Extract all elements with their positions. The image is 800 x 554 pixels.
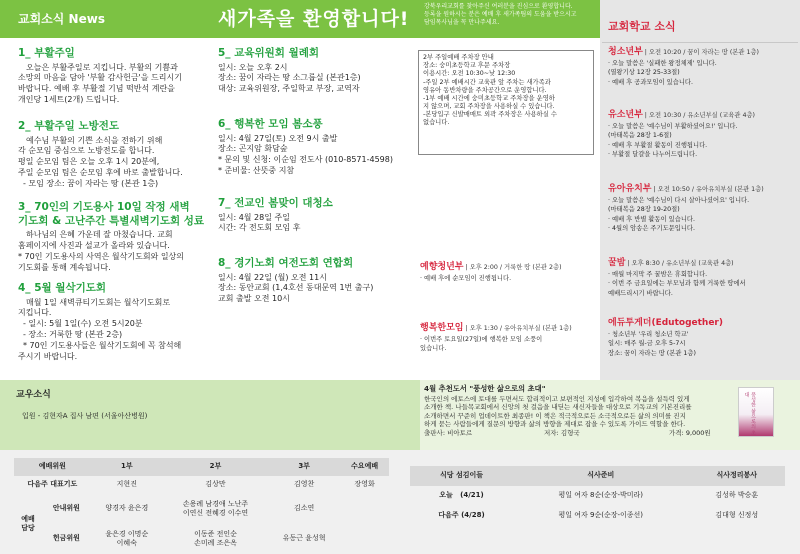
section-title: 유아유치부 bbox=[608, 184, 652, 194]
group-line: 있습니다. bbox=[420, 345, 447, 353]
news-item-1 bbox=[18, 47, 210, 106]
parking-notice bbox=[418, 50, 594, 155]
table-cell: 김대형 신정성 bbox=[715, 511, 759, 520]
news-line: 시간: 각 전도회 모임 후 bbox=[218, 223, 301, 233]
welcome-intro bbox=[424, 3, 594, 27]
book-meta bbox=[424, 429, 729, 437]
book-description bbox=[424, 395, 729, 437]
column-header: 수요예배 bbox=[351, 462, 379, 471]
table-cell: 예배 담당 bbox=[21, 514, 35, 532]
book-line: 소개하면서 꾸준히 업데이트한 최종판! 이 책은 적극적으로든 소극적으로든 삶의 의미를 진지 bbox=[424, 411, 686, 420]
table-cell bbox=[340, 524, 389, 554]
table-cell: 다음주 (4/28) bbox=[438, 511, 485, 520]
news-line: 예수님 부활의 기쁜 소식을 전하기 위해 bbox=[26, 135, 163, 145]
section-line: 장소: 꿈이 자라는 땅 (본관 1층) bbox=[608, 349, 696, 357]
column-header: 식사준비 bbox=[587, 471, 615, 480]
news-line: 일시: 4월 28일 주일 bbox=[218, 212, 290, 222]
news-line: * 70인 기도용사들은 월삭기도회에 꼭 참석해 bbox=[23, 340, 182, 350]
school-section-kkulbam bbox=[608, 258, 796, 298]
section-title: 꿀밤 bbox=[608, 258, 626, 268]
news-line: 각 순모임 중심으로 노방전도를 합니다. bbox=[18, 146, 155, 156]
table-cell: 유동근 윤성혁 bbox=[282, 534, 326, 543]
school-section-kinder bbox=[608, 184, 796, 233]
intro-line: 등록을 원하시는 분은 예배 후 새가족팀의 도움을 받으시고 bbox=[424, 11, 577, 19]
parking-line: -본당입구 신발매매트 외곽 주차장은 사용하실 수 bbox=[423, 111, 557, 119]
section-line: · 청소년부 '우리 청소년 학교' bbox=[608, 330, 689, 338]
news-item-6 bbox=[218, 118, 413, 177]
news-line: - 장소: 거룩한 땅 (본관 2층) bbox=[23, 330, 123, 340]
meal-service-table bbox=[410, 466, 785, 526]
news-line: 홈페이지에 사진과 설교가 올라와 있습니다. bbox=[18, 241, 170, 251]
column-header: 1부 bbox=[121, 462, 133, 471]
news-line: * 70인 기도용사의 사역은 월삭기도회와 일상의 bbox=[18, 251, 184, 261]
news-item-5 bbox=[218, 47, 413, 95]
table-cell: 김영찬 bbox=[293, 480, 315, 489]
church-school-title: 교회학교 소식 bbox=[608, 20, 676, 33]
section-line: · 매월 마지막 주 꿀밤은 휴회합니다. bbox=[608, 270, 708, 278]
section-title: 유소년부 bbox=[608, 110, 643, 120]
news-item-7 bbox=[218, 197, 413, 234]
group-line: · 예배 후에 순모임이 진행됩니다. bbox=[420, 274, 512, 282]
table-row bbox=[410, 486, 785, 506]
news-line: 장소: 동안교회 (1,4호선 동대문역 1번 출구) bbox=[218, 283, 374, 293]
section-line: · 예배 후 부활절 활동이 진행됩니다. bbox=[608, 141, 708, 149]
table-row bbox=[14, 524, 389, 554]
intro-line: 강북우리교회를 찾아주신 여러분을 진심으로 환영합니다. bbox=[424, 3, 573, 10]
column-header: 식사정리봉사 bbox=[716, 471, 758, 480]
parking-line: 장소: 숭미초등학교 후문 주차장 bbox=[423, 62, 511, 70]
news-line: 주일 순모임 팀은 순모임 후에 바로 출발합니다. bbox=[18, 168, 183, 178]
news-item-2 bbox=[18, 120, 210, 190]
staff-news-line: 입원 - 김현자A 집사 남편 (서울아산병원) bbox=[22, 412, 148, 420]
news-label: 교회소식 News bbox=[18, 12, 105, 26]
table-row bbox=[14, 476, 389, 494]
youth-group-yehyang bbox=[420, 262, 598, 283]
table-cell: 양경자 윤은경 bbox=[105, 504, 149, 513]
table-cell: 손용례 남경애 노난주 이연신 전혜경 이수연 bbox=[182, 499, 249, 517]
book-author: 저자: 김형국 bbox=[544, 428, 580, 437]
section-line: 예배드리시기 바랍니다. bbox=[608, 289, 673, 297]
divider bbox=[602, 42, 798, 43]
section-line: · 4월의 암송은 주기도문입니다. bbox=[608, 225, 696, 232]
news-line: 하나님의 은혜 가운데 잘 마쳤습니다. 교회 bbox=[26, 230, 173, 240]
table-cell: 다음주 대표기도 bbox=[27, 480, 78, 489]
book-publisher: 출판사: 비아토르 bbox=[424, 428, 473, 437]
news-line: 장소: 곤지암 화담숲 bbox=[218, 144, 288, 154]
section-line: · 오늘 말씀은 '예수님이 부활하셨어요!' 입니다. bbox=[608, 122, 738, 130]
parking-line: 지 않으며, 교회 주차장을 사용하실 수 있습니다. bbox=[423, 103, 555, 111]
parking-line: 영유아 동반차량을 주차공간으로 운영합니다. bbox=[423, 86, 547, 94]
book-line: 하게 묻는 사람들에게 질문의 방향과 삶의 방향을 제대로 잡을 수 있도록 가이드 역할을 한다. bbox=[424, 420, 686, 429]
table-cell: 안내위원 bbox=[52, 504, 80, 513]
book-price: 가격: 9,000원 bbox=[669, 428, 711, 437]
news-line: 기도회를 통해 계속됩니다. bbox=[18, 262, 111, 272]
table-cell: 지현진 bbox=[116, 480, 137, 489]
section-line: · 부활절 달걀을 나누어드립니다. bbox=[608, 151, 698, 158]
section-meta: | 오전 10:20 / 꿈이 자라는 땅 (본관 1층) bbox=[642, 49, 760, 56]
group-line: · 이번주 토요일(27일)에 행복한 모임 소풍이 bbox=[420, 335, 543, 343]
section-line: · 예배 후 공과모임이 있습니다. bbox=[608, 78, 694, 86]
column-header: 2부 bbox=[209, 462, 222, 471]
group-meta: | 오후 2:00 / 거룩한 땅 (본관 2층) bbox=[463, 264, 562, 271]
school-section-elementary bbox=[608, 110, 796, 159]
news-item-title: 5_ 교육위원회 월례회 bbox=[218, 47, 320, 59]
news-line: 주시기 바랍니다. bbox=[18, 351, 78, 361]
news-line: 개인당 1세트(2개) 드립니다. bbox=[18, 95, 120, 105]
news-line: 장소: 꿈이 자라는 땅 소그룹실 (본관1층) bbox=[218, 73, 361, 83]
news-line: 일시: 4월 27일(토) 오전 9시 출발 bbox=[218, 133, 338, 143]
intro-line: 담임목사님을 꼭 만나주세요. bbox=[424, 19, 500, 27]
section-meta: | 오후 8:30 / 유소년부실 (교육관 4층) bbox=[625, 260, 734, 267]
book-line: 소개한 책. 나들목교회에서 신앙의 첫 걸음을 내딛는 새신자들을 대상으로 기독교의 기본진리를 bbox=[424, 403, 692, 412]
section-line: (열왕기상 12장 25-33절) bbox=[608, 69, 680, 77]
parking-line: 이용시간: 오전 10:30~낮 12:30 bbox=[423, 70, 516, 78]
group-title: 행복한모임 | 오후 1:30 / 유아유치부실 (본관 1층) bbox=[420, 323, 572, 333]
school-section-youth bbox=[608, 47, 796, 87]
news-line: - 모임 장소: 꿈이 자라는 땅 (본관 1층) bbox=[23, 178, 159, 188]
section-meta: | 오전 10:50 / 유아유치부실 (본관 1층) bbox=[651, 186, 764, 193]
headline: 새가족을 환영합니다! bbox=[218, 8, 410, 30]
parking-line: 2부 주일예배 주차장 안내 bbox=[423, 54, 494, 61]
book-cover-image bbox=[738, 387, 774, 437]
news-item-4 bbox=[18, 282, 210, 362]
news-line: 오늘은 부활주일로 지킵니다. 부활의 기쁨과 bbox=[26, 62, 178, 72]
staff-news-title: 교우소식 bbox=[16, 390, 51, 400]
table-cell bbox=[340, 494, 389, 524]
news-line: 일시: 4월 22일 (월) 오전 11시 bbox=[218, 272, 327, 282]
table-row bbox=[410, 506, 785, 526]
table-cell: 평일 여자 9순(순장-이종선) bbox=[558, 511, 644, 520]
section-line: · 오늘 말씀은 '실패한 왕정체제' 입니다. bbox=[608, 59, 717, 67]
table-cell: 김성하 박승훈 bbox=[715, 491, 759, 500]
table-cell: 김상만 bbox=[205, 480, 226, 489]
section-title: 청소년부 bbox=[608, 47, 643, 57]
news-item-title: 6_ 행복한 모임 봄소풍 bbox=[218, 118, 323, 130]
table-row bbox=[14, 494, 389, 524]
column-header: 식당 섬김이들 bbox=[440, 471, 484, 480]
parking-line: -1부 예배 시간에 숭미초등학교 주차장을 운영하 bbox=[423, 94, 555, 102]
section-line: · 예배 후 반별 활동이 있습니다. bbox=[608, 215, 696, 223]
table-cell: 오늘 (4/21) bbox=[439, 491, 484, 500]
parking-line: 없습니다. bbox=[423, 119, 450, 127]
column-header: 예배위원 bbox=[38, 462, 66, 471]
news-line: 대상: 교육위원장, 주일학교 부장, 교역자 bbox=[218, 84, 360, 94]
section-line: (마태복음 28장 19-20절) bbox=[608, 206, 680, 214]
section-line: (마태복음 28장 1-6절) bbox=[608, 132, 672, 140]
news-item-8 bbox=[218, 257, 413, 305]
news-item-3 bbox=[18, 201, 210, 273]
group-meta: | 오후 1:30 / 유아유치부실 (본관 1층) bbox=[463, 325, 572, 332]
news-item-title: 1_ 부활주일 bbox=[18, 47, 75, 59]
section-title: 에듀투게더(Edutogether) bbox=[608, 318, 723, 328]
news-line: 지킵니다. bbox=[18, 308, 52, 318]
column-header: 3부 bbox=[298, 462, 310, 471]
school-section-edutogether bbox=[608, 318, 796, 358]
section-line: · 오늘 말씀은 '예수님이 다시 살아나셨어요' 입니다. bbox=[608, 196, 750, 204]
table-cell: 평일 여자 8순(순장-박미라) bbox=[558, 491, 644, 500]
table-cell: 장영화 bbox=[354, 480, 375, 489]
section-line: 일시: 매주 월-금 오후 5-7시 bbox=[608, 340, 686, 348]
news-item-title: 7_ 전교인 봄맞이 대청소 bbox=[218, 197, 333, 209]
table-cell: 김소연 bbox=[293, 504, 315, 513]
book-line: 한국인의 에토스에 토대를 두면서도 합리적이고 보편적인 지성에 입각하여 복음을 설득력 있게 bbox=[424, 395, 690, 403]
news-line: 일시: 오늘 오후 2시 bbox=[218, 62, 288, 72]
news-line: * 문의 및 신청: 이순임 전도사 (010-8571-4598) bbox=[218, 155, 393, 165]
table-cell: 윤은경 이명순 이혜숙 bbox=[105, 529, 149, 547]
news-line: 교회 출발 오전 10시 bbox=[218, 294, 290, 304]
section-meta: | 오전 10:30 / 유소년부실 (교육관 4층) bbox=[642, 112, 756, 119]
news-line: 평일 순모임 팀은 오늘 오후 1시 20분에, bbox=[18, 157, 160, 167]
news-line: 매월 1일 새벽큐티기도회는 월삭기도회로 bbox=[26, 297, 171, 307]
youth-group-happy bbox=[420, 323, 598, 354]
worship-duty-table bbox=[14, 458, 389, 554]
news-item-title-cont: 기도회 & 고난주간 특별새벽기도회 성료 bbox=[18, 214, 205, 227]
news-line: 소망의 마음을 담아 '부활 감사헌금'을 드리시기 bbox=[18, 73, 182, 83]
book-cover-text: 풍성한 삶으로의 초대 bbox=[743, 392, 756, 436]
news-item-title: 8_ 경기노회 여전도회 연합회 bbox=[218, 257, 354, 269]
news-line: * 준비물: 산뜻중 지참 bbox=[218, 166, 295, 176]
news-item-title: 2_ 부활주일 노방전도 bbox=[18, 120, 120, 132]
table-header-row bbox=[14, 458, 389, 476]
group-title: 예향청년부 | 오후 2:00 / 거룩한 땅 (본관 2층) bbox=[420, 262, 562, 272]
book-title: 4월 추천도서 "풍성한 삶으로의 초대" bbox=[424, 384, 546, 393]
table-header-row bbox=[410, 466, 785, 486]
news-item-title: 3_ 70인의 기도용사 10일 작정 새벽 bbox=[18, 201, 190, 213]
section-line: · 이번 주 금요일에는 부모님과 함께 거룩한 땅에서 bbox=[608, 280, 746, 288]
table-cell: 헌금위원 bbox=[52, 534, 80, 543]
parking-line: -주일 2부 예배시간 교육관 앞 주차는 새가족과 bbox=[423, 78, 551, 86]
table-cell: 이동준 전인순 손미례 조은옥 bbox=[194, 529, 237, 547]
news-line: - 일시: 5월 1일(수) 오전 5시20분 bbox=[23, 319, 143, 329]
news-item-title: 4_ 5월 월삭기도회 bbox=[18, 282, 107, 294]
news-line: 바랍니다. 예배 후 부활절 기념 떡반석 계란을 bbox=[18, 84, 175, 94]
